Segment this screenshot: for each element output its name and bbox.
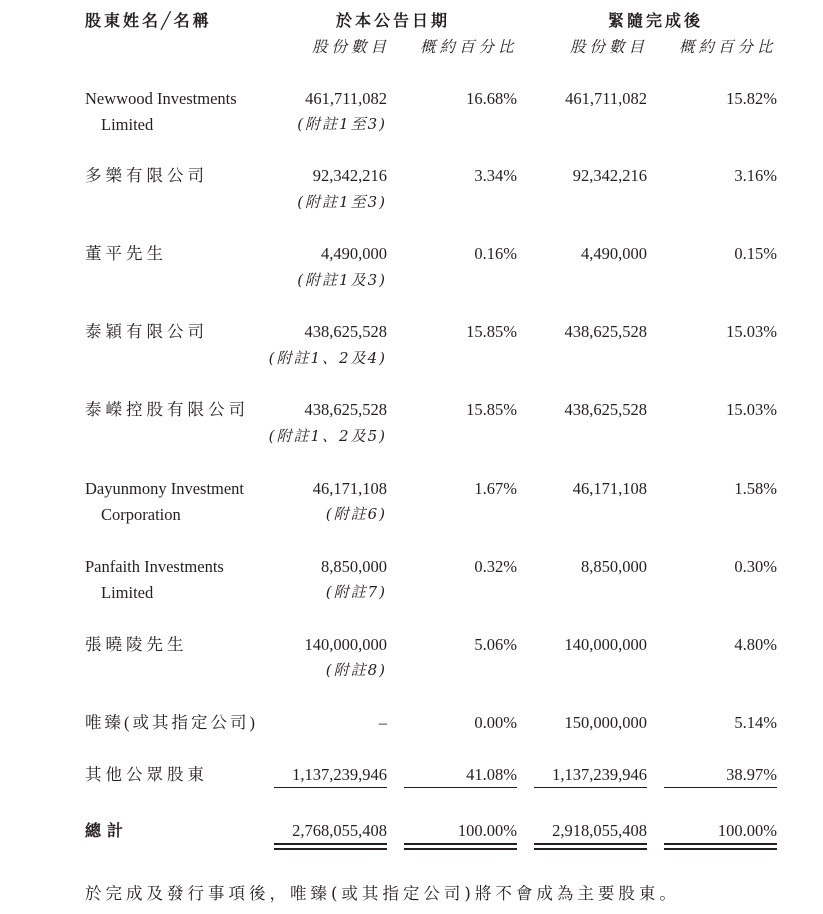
pct-after: 1.58% (734, 479, 777, 498)
shares-now: 4,490,000 (321, 244, 387, 263)
pct-after: 15.82% (726, 89, 777, 108)
pct-after: 3.16% (734, 166, 777, 185)
pct-now: 0.32% (474, 557, 517, 576)
pct-now: 1.67% (474, 479, 517, 498)
total-double-rule (404, 848, 517, 850)
pct-now: 41.08% (466, 765, 517, 784)
header-group-announcement-date: 於本公告日期 (336, 11, 451, 30)
shareholder-name-line2: Limited (101, 583, 154, 602)
total-double-rule (404, 843, 517, 845)
shares-after: 150,000,000 (564, 713, 647, 732)
shares-after: 438,625,528 (564, 400, 647, 419)
shares-after: 461,711,082 (565, 89, 647, 108)
pct-now: 5.06% (474, 635, 517, 654)
shareholder-name: 多樂有限公司 (85, 166, 208, 185)
subtotal-rule (664, 787, 777, 788)
pct-after: 4.80% (734, 635, 777, 654)
note: (附註1至3) (297, 115, 387, 133)
pct-after: 5.14% (734, 713, 777, 732)
shares-now: 46,171,108 (312, 479, 387, 498)
pct-after: 0.30% (734, 557, 777, 576)
total-double-rule (274, 848, 387, 850)
pct-after: 38.97% (726, 765, 777, 784)
total-pct-after: 100.00% (717, 821, 777, 840)
shares-after: 92,342,216 (572, 166, 647, 185)
shares-after: 46,171,108 (572, 479, 647, 498)
total-label: 總計 (85, 821, 130, 840)
subtotal-rule (404, 787, 517, 788)
shareholder-name-line2: Limited (101, 115, 154, 134)
pct-after: 0.15% (734, 244, 777, 263)
shares-after: 4,490,000 (581, 244, 647, 263)
header-shares-after: 股份數目 (570, 38, 649, 56)
header-pct-after: 概約百分比 (679, 38, 777, 56)
pct-now: 15.85% (466, 322, 517, 341)
note: (附註1、2及5) (268, 427, 387, 445)
total-double-rule (534, 843, 647, 845)
total-double-rule (664, 843, 777, 845)
total-shares-now: 2,768,055,408 (292, 821, 387, 840)
total-double-rule (664, 848, 777, 850)
shareholder-name: 泰嶸控股有限公司 (85, 400, 249, 419)
total-pct-now: 100.00% (457, 821, 517, 840)
header-shares-now: 股份數目 (312, 38, 391, 56)
shares-now: 8,850,000 (321, 557, 387, 576)
shares-now: 92,342,216 (312, 166, 387, 185)
shareholder-name: Newwood Investments (85, 89, 237, 108)
shareholder-name: 董平先生 (85, 244, 167, 263)
shares-now: 438,625,528 (304, 322, 387, 341)
total-double-rule (534, 848, 647, 850)
shareholder-name: Panfaith Investments (85, 557, 224, 576)
pct-after: 15.03% (726, 400, 777, 419)
shares-now: 1,137,239,946 (292, 765, 387, 784)
header-name: 股東姓名╱名稱 (85, 11, 212, 30)
note: (附註7) (325, 583, 387, 601)
note: (附註1至3) (297, 193, 387, 211)
pct-now: 16.68% (466, 89, 517, 108)
total-double-rule (274, 843, 387, 845)
pct-now: 0.00% (474, 713, 517, 732)
shareholder-name: 唯臻(或其指定公司) (85, 713, 258, 732)
note: (附註1、2及4) (268, 349, 387, 367)
shares-after: 8,850,000 (581, 557, 647, 576)
note: (附註8) (325, 661, 387, 679)
shareholder-name: Dayunmony Investment (85, 479, 245, 498)
shareholder-name: 張曉陵先生 (85, 635, 188, 654)
shares-after: 438,625,528 (564, 322, 647, 341)
total-shares-after: 2,918,055,408 (552, 821, 647, 840)
footnote: 於完成及發行事項後，唯臻(或其指定公司)將不會成為主要股東。 (85, 884, 680, 903)
subtotal-rule (534, 787, 647, 788)
note: (附註1及3) (297, 271, 387, 289)
shares-now: 461,711,082 (305, 89, 387, 108)
shares-now: 140,000,000 (304, 635, 387, 654)
shares-after: 1,137,239,946 (552, 765, 647, 784)
shares-now: 438,625,528 (304, 400, 387, 419)
pct-now: 0.16% (474, 244, 517, 263)
shareholder-name: 其他公眾股東 (85, 765, 208, 784)
note: (附註6) (325, 505, 387, 523)
shares-after: 140,000,000 (564, 635, 647, 654)
pct-now: 3.34% (474, 166, 517, 185)
header-pct-now: 概約百分比 (420, 38, 518, 56)
shareholder-name-line2: Corporation (101, 505, 181, 524)
shares-now: – (378, 713, 387, 732)
pct-after: 15.03% (726, 322, 777, 341)
shareholder-name: 泰穎有限公司 (85, 322, 208, 341)
pct-now: 15.85% (466, 400, 517, 419)
header-group-after-completion: 緊隨完成後 (608, 11, 704, 30)
subtotal-rule (274, 787, 387, 788)
